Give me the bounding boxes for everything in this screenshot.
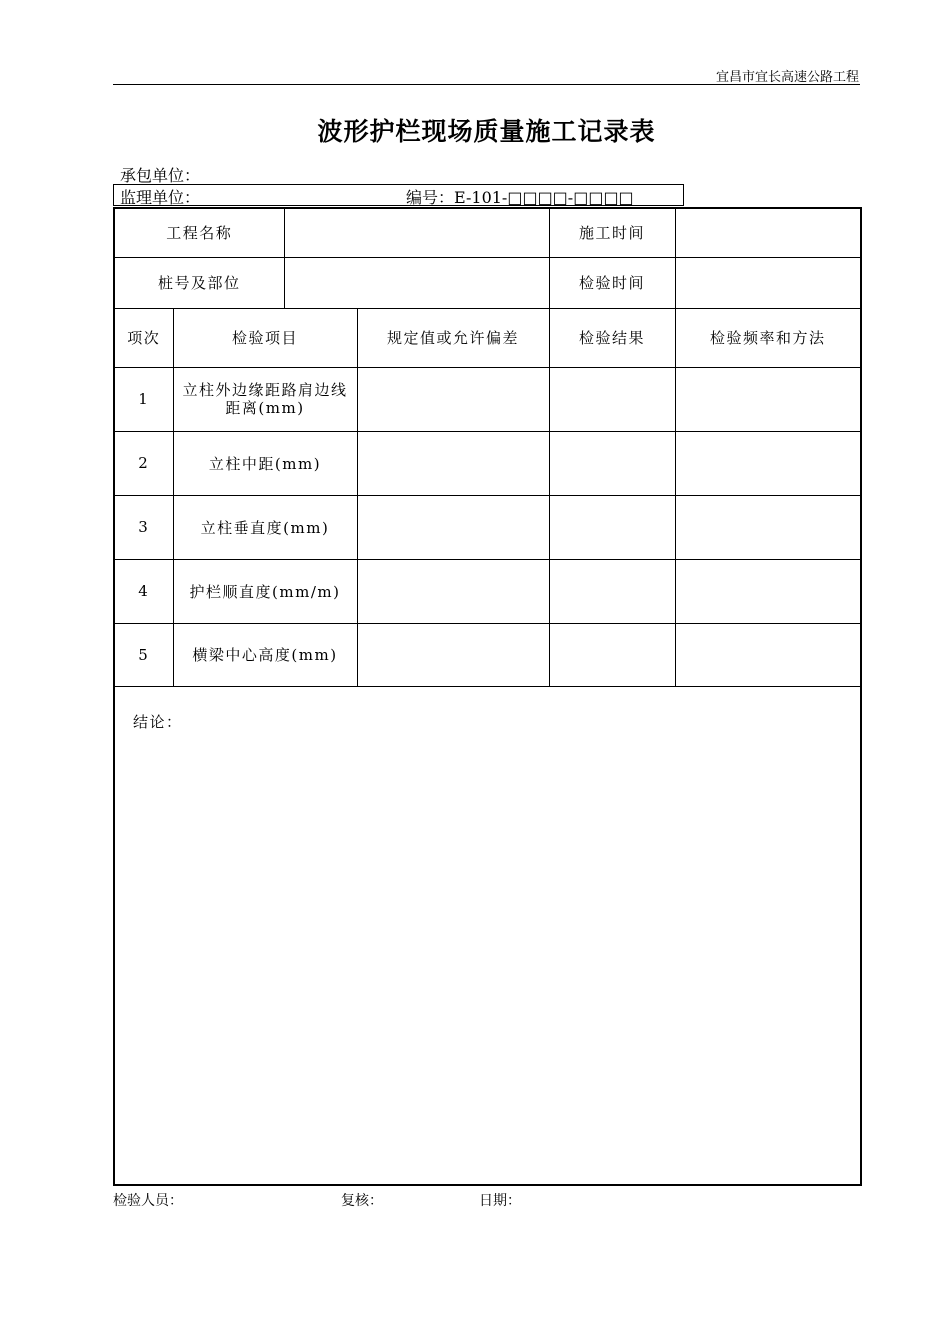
row-spec-cell[interactable]: [357, 559, 549, 623]
conclusion-cell[interactable]: [114, 686, 861, 1185]
column-header-no: 项次: [114, 308, 173, 367]
date-label: 日期：: [479, 1193, 521, 1209]
inspection-time-value-cell[interactable]: [675, 257, 861, 308]
header-rule: [113, 84, 860, 85]
column-header-result: 检验结果: [549, 308, 675, 367]
row-number: 4: [114, 559, 173, 623]
project-label: 工程名称: [114, 208, 284, 257]
inspector-label: 检验人员：: [113, 1193, 183, 1209]
row-result-cell[interactable]: [549, 431, 675, 495]
column-header-item: 检验项目: [173, 308, 357, 367]
row-number: 2: [114, 431, 173, 495]
table-row: [114, 495, 861, 559]
row-result-cell[interactable]: [549, 367, 675, 431]
row-item: 横梁中心高度(mm): [173, 623, 357, 686]
row-method-cell[interactable]: [675, 367, 861, 431]
row-method-cell[interactable]: [675, 431, 861, 495]
project-value-cell[interactable]: [284, 208, 549, 257]
column-header-row: [114, 308, 861, 367]
supervisor-label: 监理单位：: [120, 188, 201, 207]
document-title: 波形护栏现场质量施工记录表: [317, 117, 656, 146]
contractor-label: 承包单位：: [120, 166, 201, 185]
inspection-time-label: 检验时间: [549, 257, 675, 308]
row-result-cell[interactable]: [549, 559, 675, 623]
row-spec-cell[interactable]: [357, 431, 549, 495]
station-value-cell[interactable]: [284, 257, 549, 308]
row-item: 立柱外边缘距路肩边线距离(mm): [173, 367, 357, 431]
row-method-cell[interactable]: [675, 623, 861, 686]
station-row: [114, 257, 861, 308]
review-label: 复核：: [341, 1193, 383, 1209]
row-result-cell[interactable]: [549, 623, 675, 686]
row-method-cell[interactable]: [675, 559, 861, 623]
row-item: 护栏顺直度(mm/m): [173, 559, 357, 623]
row-result-cell[interactable]: [549, 495, 675, 559]
row-item: 立柱中距(mm): [173, 431, 357, 495]
header-project-name: 宜昌市宜长高速公路工程: [715, 70, 859, 85]
table-row: [114, 431, 861, 495]
row-spec-cell[interactable]: [357, 495, 549, 559]
record-table: [113, 207, 862, 1186]
row-number: 5: [114, 623, 173, 686]
conclusion-row: [114, 686, 861, 1185]
column-header-method: 检验频率和方法: [675, 308, 861, 367]
row-item: 立柱垂直度(mm): [173, 495, 357, 559]
table-row: [114, 623, 861, 686]
column-header-spec: 规定值或允许偏差: [357, 308, 549, 367]
row-number: 3: [114, 495, 173, 559]
row-number: 1: [114, 367, 173, 431]
row-spec-cell[interactable]: [357, 367, 549, 431]
document-code: 编号：E-101-□□□□-□□□□: [406, 188, 634, 207]
row-method-cell[interactable]: [675, 495, 861, 559]
conclusion-label: 结论：: [133, 712, 183, 731]
construction-time-label: 施工时间: [549, 208, 675, 257]
station-label: 桩号及部位: [114, 257, 284, 308]
row-spec-cell[interactable]: [357, 623, 549, 686]
construction-time-value-cell[interactable]: [675, 208, 861, 257]
table-row: [114, 367, 861, 431]
project-row: [114, 208, 861, 257]
table-row: [114, 559, 861, 623]
